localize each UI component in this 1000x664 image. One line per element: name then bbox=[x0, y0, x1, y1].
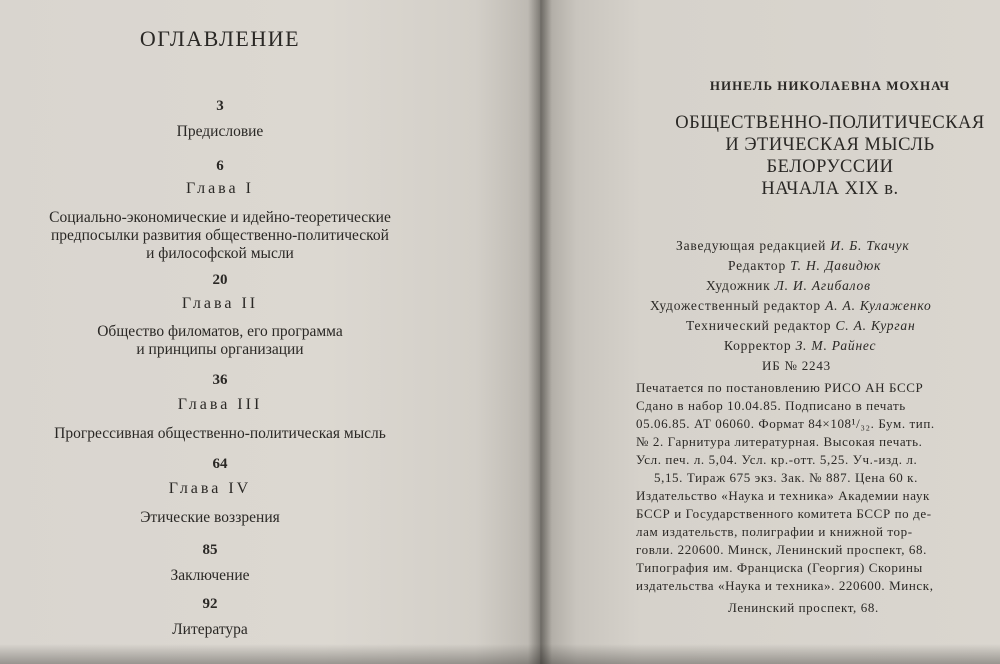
staff-name: Л. И. Агибалов bbox=[774, 278, 871, 293]
toc-heading: ОГЛАВЛЕНИЕ bbox=[139, 26, 301, 51]
staff-name: Т. Н. Давидюк bbox=[790, 258, 882, 273]
toc-chapter-label: Глава IV bbox=[168, 480, 252, 497]
toc-page-number: 92 bbox=[202, 596, 218, 612]
imprint-line: Издательство «Наука и техника» Академии наук bbox=[636, 488, 930, 503]
toc-page-number: 36 bbox=[212, 372, 228, 388]
toc-entry-title: Заключение bbox=[170, 567, 250, 584]
staff-credit bbox=[686, 318, 915, 334]
publisher-id: ИБ № 2243 bbox=[762, 358, 831, 373]
staff-credit bbox=[706, 278, 871, 294]
title-imprint-page bbox=[540, 0, 1000, 664]
book-title bbox=[650, 112, 1000, 200]
toc-entry-title: Общество филоматов, его программа bbox=[97, 323, 343, 340]
staff-credit bbox=[676, 238, 910, 254]
imprint-line: говли. 220600. Минск, Ленинский проспект, 68. bbox=[636, 542, 927, 557]
toc-entry-title: и принципы организации bbox=[136, 341, 304, 358]
imprint-line: издательства «Наука и техника». 220600. Минск, bbox=[636, 578, 934, 593]
toc-page-number: 85 bbox=[202, 542, 218, 558]
staff-role: Корректор bbox=[724, 338, 792, 353]
toc-entry-title: и философской мысли bbox=[146, 245, 294, 262]
toc-entry-title: Предисловие bbox=[176, 123, 264, 140]
staff-credit bbox=[724, 338, 876, 354]
book-title-line: ОБЩЕСТВЕННО-ПОЛИТИЧЕСКАЯ bbox=[675, 113, 985, 133]
staff-name: С. А. Курган bbox=[835, 318, 916, 333]
toc-page-number: 6 bbox=[216, 158, 224, 174]
staff-name: И. Б. Ткачук bbox=[830, 238, 910, 253]
toc-chapter-label: Глава III bbox=[177, 396, 263, 413]
toc-entry-title: Литература bbox=[172, 621, 248, 638]
book-gutter bbox=[528, 0, 552, 664]
toc-entry-title: Этические воззрения bbox=[140, 509, 280, 526]
staff-name: А. А. Кулаженко bbox=[825, 298, 932, 313]
toc-entry-title: предпосылки развития общественно-политической bbox=[51, 227, 389, 244]
imprint-line: 5,15. Тираж 675 экз. Зак. № 887. Цена 60 к. bbox=[654, 470, 918, 485]
staff-credit bbox=[728, 258, 881, 274]
author-name: НИНЕЛЬ НИКОЛАЕВНА МОХНАЧ bbox=[709, 78, 951, 93]
imprint-line: лам издательств, полиграфии и книжной тор- bbox=[636, 524, 913, 539]
staff-role: Художественный редактор bbox=[650, 298, 821, 313]
toc-page-number: 3 bbox=[216, 98, 224, 114]
toc-chapter-label: Глава II bbox=[181, 295, 259, 312]
book-title-line: БЕЛОРУССИИ bbox=[766, 157, 894, 177]
staff-name: З. М. Райнес bbox=[795, 338, 877, 353]
toc-chapter-label: Глава I bbox=[186, 180, 254, 197]
imprint-line: Типография им. Франциска (Георгия) Скорины bbox=[636, 560, 923, 575]
toc-entry-title: Социально-экономические и идейно-теоретические bbox=[49, 209, 391, 226]
book-title-line: НАЧАЛА XIX в. bbox=[761, 179, 899, 199]
book-title-line: И ЭТИЧЕСКАЯ МЫСЛЬ bbox=[725, 135, 935, 155]
staff-credit bbox=[650, 298, 932, 314]
staff-role: Заведующая редакцией bbox=[676, 238, 827, 253]
imprint-line: Ленинский проспект, 68. bbox=[728, 600, 879, 615]
toc-page-number: 64 bbox=[212, 456, 228, 472]
imprint-line: Печатается по постановлению РИСО АН БССР bbox=[636, 380, 924, 395]
imprint-line: Сдано в набор 10.04.85. Подписано в печать bbox=[636, 398, 906, 413]
staff-role: Технический редактор bbox=[686, 318, 832, 333]
imprint-line: № 2. Гарнитура литературная. Высокая печать. bbox=[636, 434, 923, 449]
imprint-line: Усл. печ. л. 5,04. Усл. кр.-отт. 5,25. Уч.-изд. л. bbox=[636, 452, 918, 467]
bottom-shadow bbox=[0, 644, 1000, 664]
toc-page-number: 20 bbox=[212, 272, 228, 288]
imprint-line: 05.06.85. АТ 06060. Формат 84×108¹/₃₂. Бум. тип. bbox=[636, 416, 935, 431]
imprint-line: БССР и Государственного комитета БССР по де- bbox=[636, 506, 932, 521]
toc-entry-title: Прогрессивная общественно-политическая мысль bbox=[54, 425, 386, 442]
staff-role: Редактор bbox=[728, 258, 787, 273]
staff-role: Художник bbox=[706, 278, 771, 293]
